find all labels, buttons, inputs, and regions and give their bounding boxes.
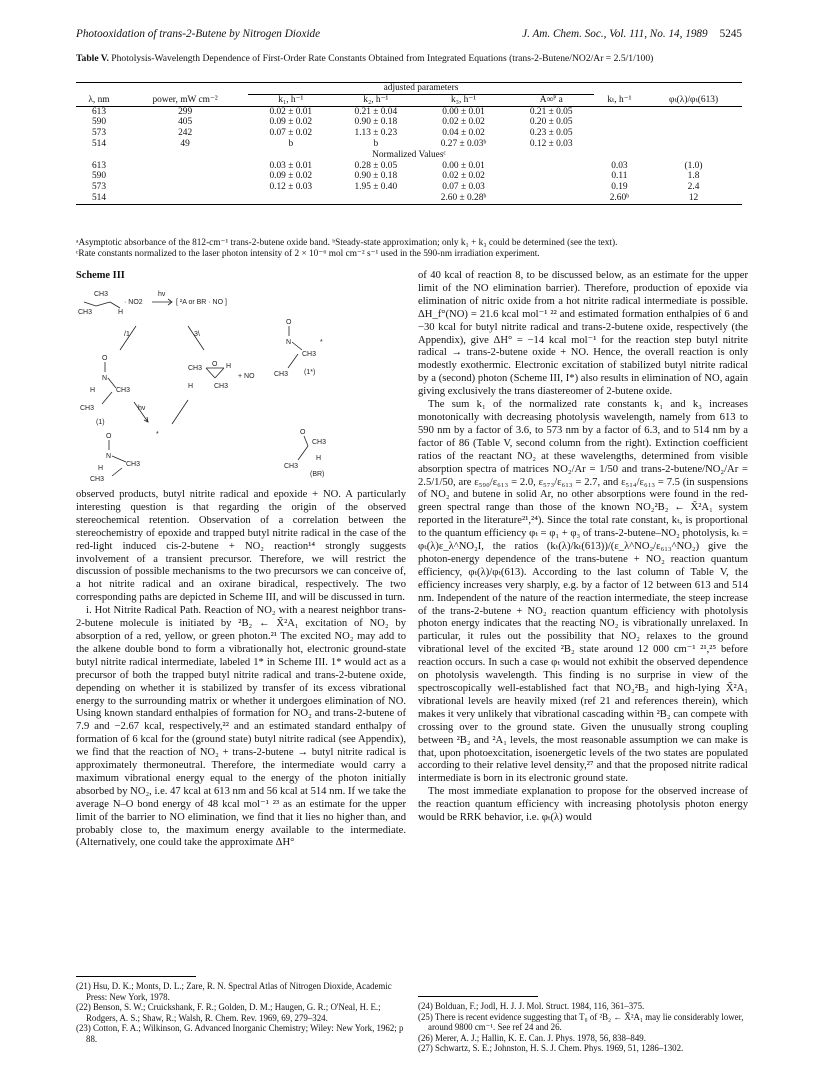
scheme-ch3-g: CH3 — [188, 365, 203, 372]
column-header: λ, nm — [76, 94, 122, 106]
section-row — [76, 150, 742, 161]
table-body — [76, 106, 742, 204]
table-cell: 2.60ᵇ — [594, 193, 645, 204]
table-cell — [645, 117, 742, 128]
span-header: adjusted parameters — [248, 83, 593, 95]
reference-21: (21) Hsu, D. K.; Monts, D. L.; Zare, R. N. Spectral Atlas of Nitrogen Dioxide, Academic Press: New York, 1978. — [76, 981, 392, 1002]
table-cell: 573 — [91, 128, 107, 139]
table-cell: 2.4 — [687, 182, 700, 193]
table-cell: 49 — [180, 138, 190, 149]
table-cell: 0.21 ± 0.04 — [354, 106, 398, 117]
references-left — [76, 981, 406, 1045]
table-caption — [76, 53, 742, 65]
table-cell: 0.23 ± 0.05 — [529, 128, 573, 139]
table-cell — [333, 193, 418, 204]
table-cell: 1.8 — [687, 171, 700, 182]
scheme-n-top: N — [286, 339, 292, 346]
table-cell — [645, 128, 742, 139]
scheme-o-mid: O — [102, 355, 108, 362]
table-header-row — [76, 94, 742, 106]
table-cell: 0.19 — [611, 182, 628, 193]
column-header: k₂, h⁻¹ — [333, 94, 418, 106]
paragraph-left-2: i. Hot Nitrite Radical Path. Reaction of NO₂ with a nearest neighbor trans-2-butene molecule is initiated by ²B₂ ← X̃²A₁ excitation of NO₂ by absorption of a red, yellow, or green photon.²¹ The excited NO₂ may add to the alkene double bond to form a vibrationally hot, electronic ground-state butyl nitrite radical intermediate, labeled 1* in Scheme III. 1* would act as a precursor of both the trapped butyl nitrite radical and trans-2-butene oxide, depending on whether it is stabilized by transfer of its excess vibrational energy to the surrounding matrix or whether it undergoes elimination of NO. Using known standard enthalpies of formation for NO₂ and trans-2-butene of 7.9 and −2.67 kcal, respectively,²² and an estimated standard enthalpy of formation of 6 kcal for the (ground state) butyl nitrite radical (see Appendix), we find that the reaction of NO₂ + trans-2-butene → butyl nitrite radical is approximately thermoneutral. Therefore, the intermediate would carry a maximum vibrational energy equal to the energy of the photon initially absorbed by NO₂, i.e. 47 kcal at 613 nm and 56 kcal at 514 nm. If we take the average N–O bond energy of 48 kcal mol⁻¹ ²³ as an estimate for the upper limit of the barrier to NO elimination, we find that it lies no higher than, and probably close to, the maximum energy available to the intermediate. (Alternatively, one could take the approximate ΔH° — [76, 605, 406, 849]
table-label: Table V. — [76, 53, 109, 64]
column-header: k₃, h⁻¹ — [418, 94, 508, 106]
scheme-h-d: H — [188, 383, 194, 390]
scheme-ch3-a: CH3 — [94, 291, 109, 298]
paragraph-right-2: The sum k₁ of the normalized rate constants k₁ and k₃ increases monotonically with decreasing photolysis wavelength, namely from 613 to 590 nm by a factor of 3.6, to 573 nm by a factor of 6.3, and to 514 nm by a factor of 86 (Table V, second column from the right). Extinction coefficient ratios of the reactant NO₂ at these wavelengths, determined from visible absorption spectra of matrices NO₂/Ar = 1/50 and trans-2-butene/NO₂/Ar = 2.5/1/50, are ε₅₉₀/ε₆₁₃ = 2.0, ε₅₇₃/ε₆₁₃ = 2.7, and ε₅₁₄/ε₆₁₃ = 7.5 (in suspensions of NO₂ and butene in solid Ar, no other absorptions were found in the red-green spectral range than those of the known NO₂²B₂ ← X̃²A₁ system reported in the literature²¹,²⁴). Since the total rate constant, kₜ, is proportional to the quantum efficiency φₜ = φ₁ + φ₃ of trans-2-butene–NO₂ photolysis, kₜ = φₜ(λ)ε_λ^NO₂I, the ratios (kₜ(λ)/kₜ(613))/(ε_λ^NO₂/ε₆₁₃^NO₂) give the photon-energy dependence of the trans-butene + NO₂ reaction quantum efficiency, φₜ(λ)/φₜ(613). According to the last column of Table V, the efficiency increases very sharply, e.g. by a factor of 12 between 613 and 514 nm. Independent of the nature of the reaction intermediate, the steep increase of the trans-2-butene + NO₂ reaction quantum efficiency with photolysis photon energy indicates that the reacting NO₂ is vibrationally unrelaxed. In particular, it rules out the possibility that NO₂ relaxes to the ground vibrational level of the excited ²B₂ state around 12 000 cm⁻¹ ²¹,²⁵ before reaction occurs. In such a case φₜ would not exhibit the observed dependence on photolysis wavelength. This finding is no surprise in view of the spectroscopically well-established fact that NO₂²B₂ and high-lying X̃²A₁ vibrational levels are heavily mixed (ref 21 and references therein), which makes it very unlikely that vibrational cascading within ²B₂ can compete with crossing over to the ground state. Given the unusually strong coupling between ²B₂ and ²A₁ levels, the most reasonable assumption we can make is that, upon photoexcitation, isoenergetic levels of the two states are populated according to their relative level density,²⁷ and that the proposed nitrite radical intermediate is born in its electronic ground state. — [418, 399, 748, 785]
scheme-plus-no: + NO — [238, 373, 255, 380]
table-cell — [594, 117, 645, 128]
table-cell — [509, 171, 594, 182]
table-cell: 0.11 — [611, 171, 628, 182]
table-cell — [594, 139, 645, 150]
reference-26: (26) Merer, A. J.; Hallin, K. E. Can. J. Phys. 1978, 56, 838–849. — [418, 1032, 646, 1043]
column-header: φₜ(λ)/φₜ(613) — [645, 94, 742, 106]
table-cell — [645, 139, 742, 150]
paragraph-right-1: of 40 kcal of reaction 8, to be discussed below, as an estimate for the upper limit of the NO elimination barrier). Therefore, production of epoxide via elimination of nitric oxide from a hot nitrite radical intermediate is possible. ΔH_f°(NO) = 21.6 kcal mol⁻¹ ²² and estimated formation enthalpies of 6 and −30 kcal for butyl nitrite radical and trans-2-butene oxide, respectively (the Appendix), give ΔH° = −14 kcal mol⁻¹ for the reaction step butyl nitrite radical → trans-2-butene oxide + NO. Hence, the overall reaction is only modestly exothermic. Electronic excitation of stabilized butyl nitrite radical by a (second) photon (Scheme III, I*) also results in elimination of NO, again giving exclusively the trans diastereomer of 2-butene oxide. — [418, 270, 748, 398]
table-cell: 0.04 ± 0.02 — [442, 128, 485, 139]
scheme-hv-mid: hν — [138, 405, 146, 412]
scheme-k3: 3\ — [194, 331, 200, 338]
scheme-ch3-e: CH3 — [116, 387, 131, 394]
journal-citation: J. Am. Chem. Soc., Vol. 111, No. 14, 1989 — [522, 28, 708, 40]
scheme-h-f: H — [316, 455, 322, 462]
scheme-k1: /1 — [124, 331, 130, 338]
footnote-rule-left — [76, 976, 196, 977]
table-cell — [248, 193, 333, 204]
right-column-text — [418, 270, 748, 825]
table-cell: 0.09 ± 0.02 — [269, 117, 313, 128]
table-cell: 573 — [91, 182, 107, 193]
table-cell: 0.07 ± 0.03 — [442, 182, 485, 193]
table-cell: 0.20 ± 0.05 — [529, 117, 573, 128]
scheme-o-top: O — [286, 319, 292, 326]
scheme-h-b: H — [90, 387, 96, 394]
scheme-h-e: H — [98, 465, 104, 472]
column-header: power, mW cm⁻² — [122, 94, 248, 106]
scheme-o-bot: O — [106, 433, 112, 440]
table-cell — [594, 128, 645, 139]
reference-23: (23) Cotton, F. A.; Wilkinson, G. Advanced Inorganic Chemistry; Wiley: New York, 1962; p 88. — [76, 1023, 404, 1044]
table-cell — [122, 171, 248, 182]
scheme-br: (BR) — [310, 471, 325, 478]
table-cell: 590 — [91, 171, 107, 182]
table-row — [76, 106, 742, 117]
table-cell — [509, 193, 594, 204]
table-row — [76, 117, 742, 128]
table-cell: 405 — [178, 117, 193, 128]
scheme-o-epoxide: O — [212, 361, 218, 368]
table-caption-text: Photolysis-Wavelength Dependence of First-Order Rate Constants Obtained from Integrated Equations (trans-2-Butene/NO2/Ar = 2.5/1/100) — [111, 53, 654, 64]
scheme-bracket: [ ²A or BR · NO ] — [176, 299, 227, 306]
table-cell: b — [288, 138, 294, 149]
table-cell: 1.13 ± 0.23 — [354, 128, 398, 139]
left-column-text — [76, 489, 406, 850]
scheme-ch3-i: CH3 — [126, 461, 141, 468]
table-cell: 0.12 ± 0.03 — [529, 138, 573, 149]
table-cell: 0.03 — [611, 160, 628, 171]
running-header — [76, 28, 742, 42]
table-row — [76, 171, 742, 182]
table-cell: 0.03 ± 0.01 — [269, 160, 313, 171]
table-cell: 0.28 ± 0.05 — [354, 160, 398, 171]
reference-25: (25) There is recent evidence suggesting that T₀ of ²B₂ ← X̃²A₁ may lie considerably lower, around 9800 cm⁻¹. See ref 24 and 26. — [418, 1011, 744, 1033]
table-cell: 299 — [178, 106, 193, 117]
paragraph-right-3: The most immediate explanation to propose for the observed increase of the reaction quantum efficiency with increasing photolysis photon energy would be RRK behavior, i.e. φₜ(λ) would — [418, 786, 748, 824]
table-cell: 12 — [645, 193, 742, 204]
reference-24: (24) Bolduan, F.; Jodl, H. J. J. Mol. Struct. 1984, 116, 361–375. — [418, 1001, 645, 1011]
reference-27: (27) Schwartz, S. E.; Johnston, H. S. J. Chem. Phys. 1969, 51, 1286–1302. — [418, 1043, 684, 1054]
footnote-rule-right — [418, 996, 538, 997]
scheme-ch3-k: CH3 — [312, 439, 327, 446]
table-row — [76, 193, 742, 204]
table-cell — [509, 182, 594, 193]
running-journal — [522, 28, 742, 40]
scheme-ch3-d: CH3 — [274, 371, 289, 378]
table-cell — [594, 106, 645, 117]
table-row — [76, 128, 742, 139]
table-cell: 0.12 ± 0.03 — [269, 182, 313, 193]
scheme-ch3-l: CH3 — [284, 463, 299, 470]
column-header: k₁, h⁻¹ — [248, 94, 333, 106]
table-cell: (1.0) — [684, 160, 703, 171]
table-cell: b — [373, 138, 379, 149]
running-title: Photooxidation of trans-2-Butene by Nitrogen Dioxide — [76, 28, 321, 40]
scheme-h-c: H — [226, 363, 232, 370]
scheme-1: (1) — [96, 419, 105, 426]
footnote-c: ᶜRate constants normalized to the laser photon intensity of 2 × 10⁻⁶ mol cm⁻² s⁻¹ used in the 590-nm irradiation experiment. — [76, 249, 540, 260]
scheme-1star-top: (1*) — [304, 369, 316, 376]
table-cell: 0.07 ± 0.02 — [269, 128, 313, 139]
footnote-a-b: ᵃAsymptotic absorbance of the 812-cm⁻¹ trans-2-butene oxide band. ᵇSteady-state approximation; only k₁ + k₃ could be determined (see the text). — [76, 238, 618, 248]
scheme-no2: · NO2 — [124, 299, 143, 306]
table-row — [76, 182, 742, 193]
reference-22: (22) Benson, S. W.; Cruickshank, F. R.; Golden, D. M.; Haugen, G. R.; O'Neal, H. E.; Rodgers, A. S.; Shaw, R.; Walsh, R. Chem. Rev. 1969, 69, 279–324. — [76, 1002, 381, 1023]
table-cell: 514 — [91, 138, 107, 149]
table-cell: 0.21 ± 0.05 — [529, 106, 573, 117]
table-cell: 0.27 ± 0.03ᵇ — [440, 138, 487, 149]
scheme-n-mid: N — [102, 375, 108, 382]
references-right — [418, 1001, 748, 1054]
table-cell: 2.60 ± 0.28ᵇ — [418, 193, 508, 204]
table-cell: 0.00 ± 0.01 — [442, 106, 485, 117]
table-cell: 0.02 ± 0.01 — [269, 106, 313, 117]
table-row — [76, 161, 742, 172]
table-cell: 0.02 ± 0.02 — [442, 171, 485, 182]
scheme-title: Scheme III — [76, 270, 125, 281]
table-cell: 514 — [76, 193, 122, 204]
scheme-star-top: * — [320, 339, 323, 346]
scheme-h-a: H — [118, 309, 124, 316]
rate-constant-table — [76, 82, 742, 205]
scheme-ch3-f: CH3 — [80, 405, 95, 412]
scheme-n-bot: N — [106, 453, 112, 460]
table-cell: 0.90 ± 0.18 — [354, 171, 398, 182]
table-cell: 613 — [91, 106, 107, 117]
table-cell — [122, 182, 248, 193]
table-cell: 0.02 ± 0.02 — [442, 117, 485, 128]
scheme-ch3-h: CH3 — [214, 383, 229, 390]
table-cell: 0.00 ± 0.01 — [442, 160, 485, 171]
page-number: 5245 — [719, 28, 742, 40]
reaction-scheme-drawing — [76, 284, 406, 482]
table-cell — [509, 161, 594, 172]
scheme-ch3-c: CH3 — [302, 351, 317, 358]
column-header: kₜ, h⁻¹ — [594, 94, 645, 106]
table-cell: 242 — [178, 128, 193, 139]
scheme-ch3-j: CH3 — [90, 476, 105, 482]
table-cell: 590 — [91, 117, 107, 128]
column-header: A∞ᴾ a — [509, 94, 594, 106]
table-cell — [645, 106, 742, 117]
scheme-hv-top: hν — [158, 291, 166, 298]
table-row — [76, 139, 742, 150]
scheme-star-mid: * — [156, 431, 159, 438]
table-footnotes — [76, 238, 742, 260]
table-cell — [122, 161, 248, 172]
scheme-ch3-b: CH3 — [78, 309, 93, 316]
table-cell: 1.95 ± 0.40 — [354, 182, 398, 193]
scheme-iii-diagram — [76, 284, 406, 482]
table-cell: 0.09 ± 0.02 — [269, 171, 313, 182]
table-cell: 0.90 ± 0.18 — [354, 117, 398, 128]
table-cell — [122, 193, 248, 204]
normalized-values-heading: Normalized Valuesᶜ — [372, 149, 446, 160]
paragraph-left-1: observed products, butyl nitrite radical and epoxide + NO. A particularly interesting question is that regarding the origin of the observed stereochemical retention. Observation of a correlation between the stereochemistry of epoxide and trapped butyl nitrite radical in the case of the red-light induced cis-2-butene + NO₂ reaction¹⁴ strongly suggests involvement of a transient precursor. Therefore, we will restrict the discussion of possible mechanisms to the two precursors we can conceive of, a hot nitrite radical and an oxirane biradical, respectively. The two corresponding paths are depicted in Scheme III, and will be discussed in turn. — [76, 489, 406, 604]
table-cell: 613 — [91, 160, 107, 171]
scheme-o-br: O — [300, 429, 306, 436]
